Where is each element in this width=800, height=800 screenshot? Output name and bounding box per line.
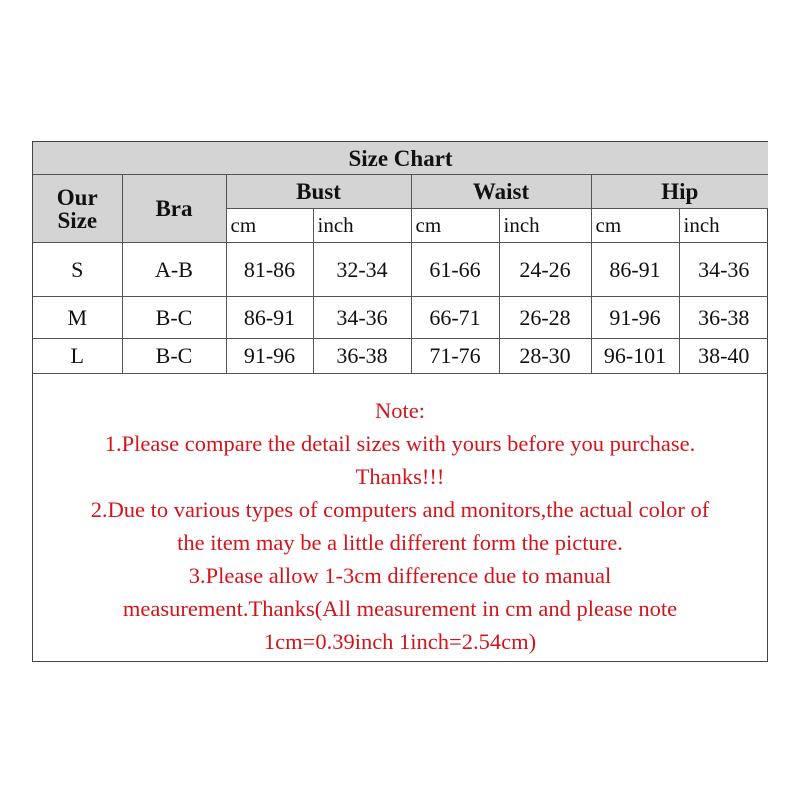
cell-waist-cm: 71-76 xyxy=(411,339,499,374)
table-row xyxy=(33,243,768,297)
header-our-size-line1: Our xyxy=(56,184,98,210)
note-line: 1.Please compare the detail sizes with yours before you purchase. xyxy=(104,431,696,456)
size-chart-table xyxy=(33,142,768,374)
title-row xyxy=(33,142,768,175)
cell-hip-cm: 86-91 xyxy=(591,243,679,297)
size-chart-frame xyxy=(32,141,768,662)
unit-bust-cm: cm xyxy=(226,209,313,243)
cell-size: S xyxy=(33,243,122,297)
note-line: Thanks!!! xyxy=(355,464,445,489)
table-row xyxy=(33,297,768,339)
note-line: the item may be a little different form the picture. xyxy=(177,530,623,555)
cell-waist-cm: 66-71 xyxy=(411,297,499,339)
note-line: 2.Due to various types of computers and monitors,the actual color of xyxy=(90,497,710,522)
header-row-1 xyxy=(33,175,768,209)
header-bust: Bust xyxy=(226,175,411,209)
note-heading: Note: xyxy=(375,398,425,423)
cell-bra: B-C xyxy=(122,297,226,339)
cell-waist-inch: 28-30 xyxy=(499,339,591,374)
header-waist: Waist xyxy=(411,175,591,209)
cell-bust-inch: 34-36 xyxy=(313,297,411,339)
cell-waist-inch: 26-28 xyxy=(499,297,591,339)
cell-hip-inch: 36-38 xyxy=(679,297,768,339)
table-title: Size Chart xyxy=(33,142,768,175)
cell-size: L xyxy=(33,339,122,374)
table-row xyxy=(33,339,768,374)
cell-bust-inch: 36-38 xyxy=(313,339,411,374)
cell-hip-cm: 96-101 xyxy=(591,339,679,374)
header-our-size xyxy=(33,175,122,243)
note-line: measurement.Thanks(All measurement in cm and please note xyxy=(122,596,678,621)
unit-waist-inch: inch xyxy=(499,209,591,243)
unit-hip-cm: cm xyxy=(591,209,679,243)
cell-bust-inch: 32-34 xyxy=(313,243,411,297)
header-bra: Bra xyxy=(122,175,226,243)
cell-bust-cm: 86-91 xyxy=(226,297,313,339)
cell-size: M xyxy=(33,297,122,339)
cell-hip-cm: 91-96 xyxy=(591,297,679,339)
unit-hip-inch: inch xyxy=(679,209,768,243)
note-block xyxy=(33,394,767,658)
cell-hip-inch: 38-40 xyxy=(679,339,768,374)
cell-hip-inch: 34-36 xyxy=(679,243,768,297)
unit-waist-cm: cm xyxy=(411,209,499,243)
cell-waist-inch: 24-26 xyxy=(499,243,591,297)
unit-bust-inch: inch xyxy=(313,209,411,243)
header-hip: Hip xyxy=(591,175,768,209)
cell-bust-cm: 91-96 xyxy=(226,339,313,374)
header-our-size-line2: Size xyxy=(57,207,98,233)
cell-bra: B-C xyxy=(122,339,226,374)
cell-waist-cm: 61-66 xyxy=(411,243,499,297)
cell-bust-cm: 81-86 xyxy=(226,243,313,297)
note-line: 1cm=0.39inch 1inch=2.54cm) xyxy=(263,629,537,654)
note-line: 3.Please allow 1-3cm difference due to manual xyxy=(188,563,612,588)
cell-bra: A-B xyxy=(122,243,226,297)
